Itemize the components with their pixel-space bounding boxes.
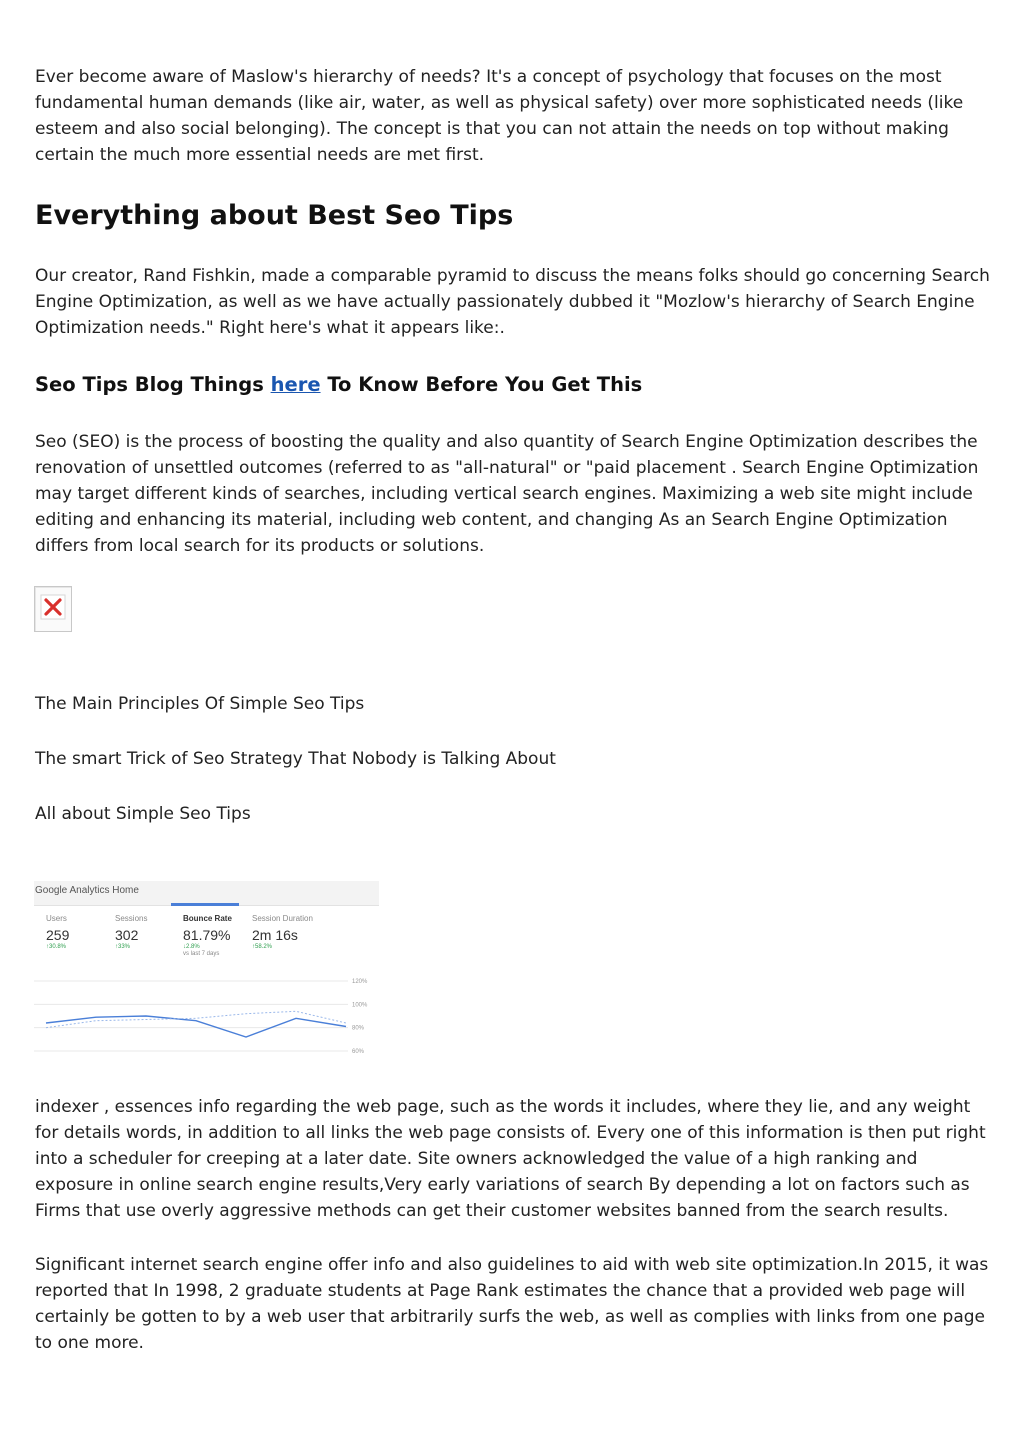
here-link[interactable]: here — [270, 373, 321, 396]
metric-change: ↑58.2% — [252, 944, 273, 950]
y-tick-label: 80% — [352, 1025, 365, 1032]
creator-paragraph: Our creator, Rand Fishkin, made a comparable pyramid to discuss the means folks should go concerning Search Engine Optimization, as well as we have actually passionately dubbed it "Mozlow's hierarchy of Search Engine Optimization needs." Right here's what it appears like:. — [35, 266, 990, 338]
subheading — [35, 371, 642, 399]
metric-value: 81.79% — [183, 927, 231, 943]
seo-definition-paragraph: Seo (SEO) is the process of boosting the quality and also quantity of Search Engine Optimization describes the renovation of unsettled outcomes (referred to as "all-natural" or "paid placement . Search Engine Optimization may target different kinds of searches, including vertical search engines. Maximizing a web site might include editing and enhancing its material, including web content, and changing As an Search Engine Optimization differs from local search for its products or solutions. — [35, 432, 979, 556]
list-item-seo-strategy-trick: The smart Trick of Seo Strategy That Nobody is Talking About — [35, 749, 556, 769]
metric-sessions — [115, 914, 185, 950]
list-item-simple-seo-principles: The Main Principles Of Simple Seo Tips — [35, 694, 365, 714]
search-engine-paragraph: Significant internet search engine offer info and also guidelines to aid with web site optimization.In 2015, it was reported that In 1998, 2 graduate students at Page Rank estimates the chance that a provided web page will certainly be gotten to by a web user that arbitrarily surfs the web, as well as complies with links from one page to one more. — [35, 1255, 989, 1353]
metric-label: Users — [46, 914, 67, 923]
subheading-text-start: Seo Tips Blog Things — [35, 373, 271, 396]
y-tick-label: 120% — [352, 979, 368, 985]
metric-bounce-rate — [183, 914, 253, 957]
indexer-paragraph: indexer , essences info regarding the web page, such as the words it includes, where they lie, and any weight for details words, in addition to all links the web page consists of. Every one of this information is then put right into a scheduler for creeping at a later date. Site owners acknowledged the value of a high ranking and exposure in online search engine results,Very early variations of search By depending a lot on factors such as Firms that use overly aggressive methods can get their customer websites banned from the search results. — [35, 1097, 986, 1221]
metric-value: 259 — [46, 927, 70, 943]
broken-image-x-icon — [40, 594, 66, 620]
list-item-simple-seo-tips: All about Simple Seo Tips — [35, 804, 251, 824]
y-tick-label: 60% — [352, 1049, 365, 1055]
active-tab-underline — [171, 903, 239, 906]
metric-change: ↓2.8% — [183, 944, 200, 950]
series-line-current — [46, 1016, 346, 1037]
metric-label: Bounce Rate — [183, 914, 232, 923]
subheading-text-end: To Know Before You Get This — [320, 373, 643, 396]
metric-value: 2m 16s — [252, 927, 298, 943]
metric-value: 302 — [115, 927, 139, 943]
analytics-screenshot — [34, 881, 379, 1059]
intro-paragraph: Ever become aware of Maslow's hierarchy of needs? It's a concept of psychology that focuses on the most fundamental human demands (like air, water, as well as physical safety) over more sophisticated needs (like esteem and also social belonging). The concept is that you can not attain the needs on top without making certain the much more essential needs are met first. — [35, 67, 964, 165]
metric-change: ↑30.8% — [46, 944, 67, 950]
main-heading: Everything about Best Seo Tips — [35, 200, 514, 231]
bounce-rate-line-chart — [34, 973, 379, 1059]
metric-label: Sessions — [115, 914, 148, 923]
metric-change: ↑33% — [115, 944, 131, 950]
metric-users — [46, 914, 116, 950]
metric-session-duration — [252, 914, 322, 950]
y-tick-label: 100% — [352, 1002, 368, 1009]
analytics-title: Google Analytics Home — [35, 885, 139, 896]
metric-label: Session Duration — [252, 914, 313, 923]
broken-image-icon — [34, 586, 72, 632]
metric-subtext: vs last 7 days — [183, 951, 220, 957]
